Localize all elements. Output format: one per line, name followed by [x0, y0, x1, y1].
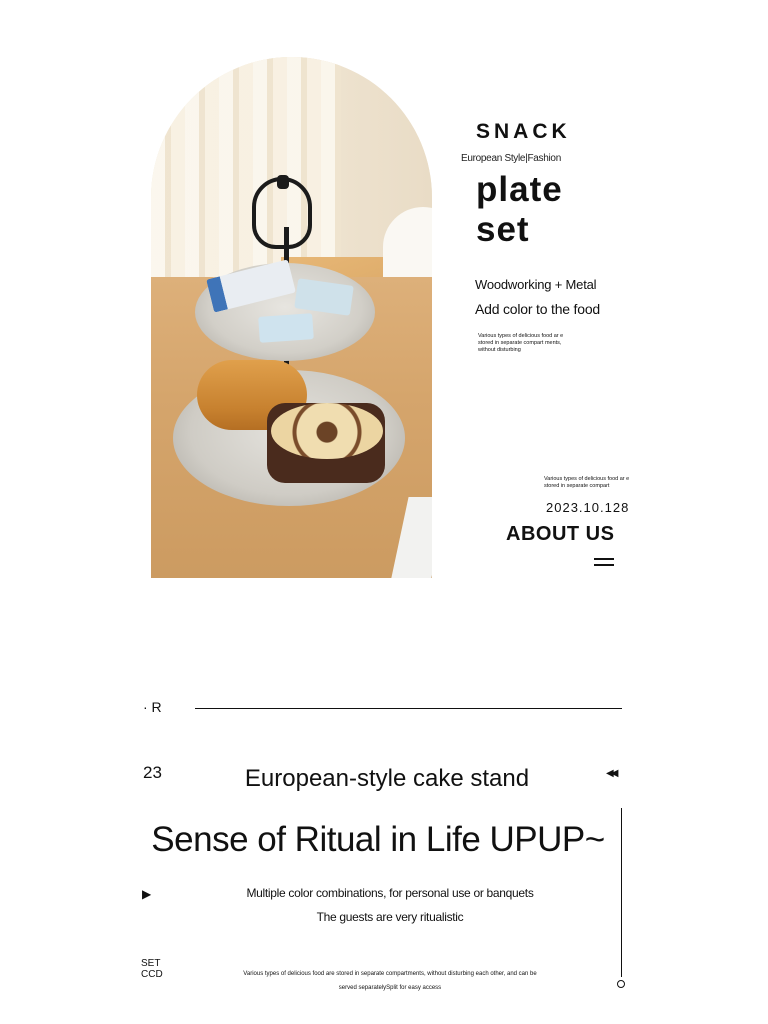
fine-print — [0, 967, 768, 995]
section-number: 23 — [143, 763, 162, 782]
section-headline: Sense of Ritual in Life UPUP~ — [151, 820, 605, 859]
about-us-link[interactable]: ABOUT US — [506, 523, 615, 545]
stand-finial — [277, 175, 289, 189]
set-ccd-label — [141, 958, 163, 980]
rewind-icon: ◀◀ — [606, 768, 616, 779]
cake-roll-top — [271, 403, 383, 459]
ccd-label: CCD — [141, 969, 163, 980]
title-set: set — [476, 210, 530, 249]
small-description: Various types of delicious food ar e stored in separate compart ments, without disturbing — [478, 333, 564, 353]
fine-print-line-1: Various types of delicious food are stored in separate compartments, without disturbing each other, and can be — [243, 971, 537, 977]
menu-icon[interactable] — [594, 558, 614, 568]
play-icon: ▶ — [142, 887, 152, 901]
date-text: 2023.10.128 — [546, 500, 630, 515]
description-line-2: The guests are very ritualistic — [316, 910, 464, 924]
divider-line — [195, 708, 622, 709]
title-snack: SNACK — [476, 120, 571, 143]
title-plate: plate — [476, 170, 563, 209]
description-line-1: Multiple color combinations, for personal use or banquets — [246, 886, 534, 900]
material-text: Woodworking + Metal — [475, 277, 597, 292]
snack-pack — [258, 313, 314, 343]
fine-print-line-2: served separatelySplit for easy access — [338, 985, 442, 991]
subtitle-style: European Style|Fashion — [461, 153, 561, 164]
r-mark: · R — [143, 699, 162, 715]
small-description-2: Various types of delicious food ar e stored in separate compart — [544, 476, 630, 489]
set-label: SET — [141, 958, 161, 969]
product-photo — [151, 57, 432, 578]
tagline-text: Add color to the food — [475, 301, 600, 317]
section-heading: European-style cake stand — [244, 765, 530, 792]
